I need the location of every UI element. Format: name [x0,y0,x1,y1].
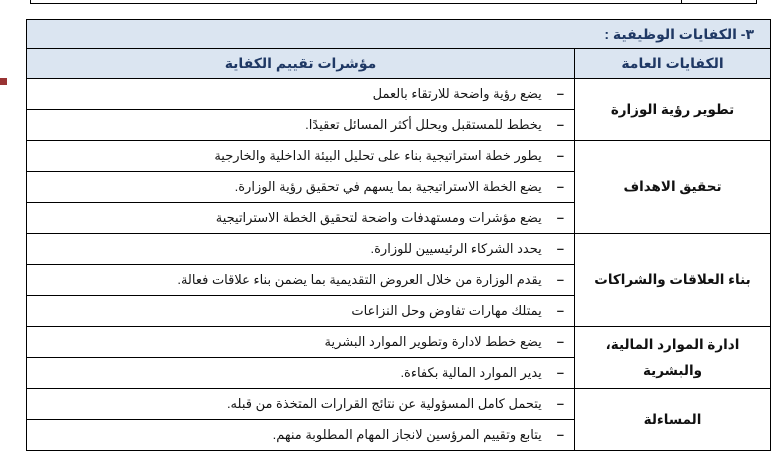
previous-table-edge [30,0,757,4]
table-header-row [26,49,770,79]
dash-bullet: – [556,395,564,411]
dash-bullet: – [556,116,564,132]
indicator-text: يضع مؤشرات ومستهدفات واضحة لتحقيق الخطة الاستراتيجية [215,209,542,225]
indicator-cell [26,110,574,141]
indicator-text: يضع رؤية واضحة للارتقاء بالعمل [372,85,542,101]
competency-table-body [26,20,770,451]
indicator-text: يطور خطة استراتيجية بناء على تحليل البيئة الداخلية والخارجية [214,147,542,163]
dash-bullet: – [556,209,564,225]
red-edge-marker-icon [0,78,7,85]
dash-bullet: – [556,333,564,349]
indicator-cell [26,203,574,234]
indicator-cell [26,234,574,265]
indicator-cell [26,296,574,327]
competency-cell: ادارة الموارد المالية، والبشرية [575,327,771,389]
column-header-general-competencies: الكفايات العامة [575,49,771,79]
indicator-cell [26,141,574,172]
dash-bullet: – [556,302,564,318]
competency-cell: تحقيق الاهداف [575,141,771,234]
column-header-assessment-indicators: مؤشرات تقييم الكفاية [26,49,574,79]
dash-bullet: – [556,85,564,101]
indicator-text: يدير الموارد المالية بكفاءة. [400,364,542,380]
indicator-text: يتحمل كامل المسؤولية عن نتائج القرارات المتخذة من قبله. [226,395,542,411]
table-title-row [26,20,770,49]
dash-bullet: – [556,240,564,256]
indicator-cell [26,389,574,420]
indicator-cell [26,358,574,389]
competency-cell: بناء العلاقات والشراكات [575,234,771,327]
table-row [26,234,770,265]
dash-bullet: – [556,364,564,380]
indicator-text: يحدد الشركاء الرئيسيين للوزارة. [370,240,542,256]
indicator-text: يقدم الوزارة من خلال العروض التقديمية بما يضمن بناء علاقات فعالة. [177,271,542,287]
indicator-text: يضع الخطة الاستراتيجية بما يسهم في تحقيق رؤية الوزارة. [234,178,542,194]
indicator-cell [26,79,574,110]
indicator-cell [26,265,574,296]
indicator-text: يمتلك مهارات تفاوض وحل النزاعات [351,302,542,318]
dash-bullet: – [556,147,564,163]
competency-cell: تطوير رؤية الوزارة [575,79,771,141]
competency-table [26,19,771,451]
table-row [26,389,770,420]
dash-bullet: – [556,426,564,442]
indicator-cell [26,172,574,203]
dash-bullet: – [556,178,564,194]
dash-bullet: – [556,271,564,287]
table-row [26,327,770,358]
indicator-text: يضع خطط لادارة وتطوير الموارد البشرية [324,333,542,349]
table-row [26,141,770,172]
section-heading: ٣- الكفايات الوظيفية : [26,20,770,49]
competency-cell: المساءلة [575,389,771,451]
previous-table-column-divider [681,0,682,3]
indicator-text: يتابع وتقييم المرؤسين لانجاز المهام المطلوبة منهم. [272,426,542,442]
table-row [26,79,770,110]
indicator-cell [26,420,574,451]
indicator-cell [26,327,574,358]
indicator-text: يخطط للمستقبل ويحلل أكثر المسائل تعقيدًا. [305,116,542,132]
